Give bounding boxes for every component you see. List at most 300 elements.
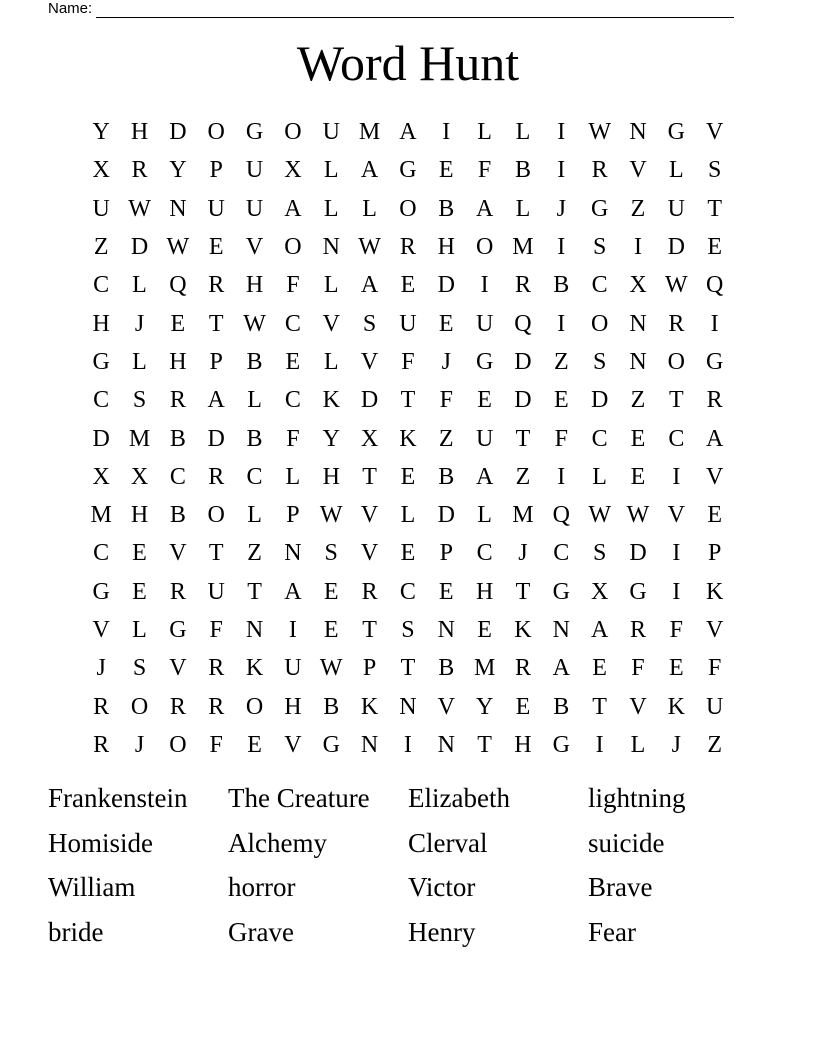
grid-letter: P bbox=[209, 157, 223, 184]
grid-letter: L bbox=[132, 272, 147, 299]
grid-letter: X bbox=[92, 463, 110, 490]
grid-letter: O bbox=[245, 693, 264, 720]
grid-letter: I bbox=[557, 119, 566, 146]
grid-letter: R bbox=[169, 578, 186, 605]
page-title: Word Hunt bbox=[296, 35, 520, 91]
grid-letter: V bbox=[629, 157, 647, 184]
grid-letter: C bbox=[93, 272, 110, 299]
grid-row bbox=[82, 649, 734, 687]
grid-letter: J bbox=[134, 310, 145, 337]
grid-letter: R bbox=[208, 463, 225, 490]
grid-letter: H bbox=[514, 731, 532, 758]
grid-letter: J bbox=[441, 348, 451, 375]
grid-letter: Y bbox=[322, 425, 340, 452]
grid-letter: C bbox=[553, 540, 570, 567]
grid-letter: E bbox=[400, 540, 416, 567]
grid-letter: S bbox=[324, 540, 338, 567]
grid-letter: U bbox=[322, 119, 340, 146]
grid-letter: G bbox=[667, 119, 685, 146]
grid-letter: O bbox=[667, 348, 685, 375]
grid-letter: F bbox=[477, 157, 492, 184]
grid-letter: O bbox=[207, 502, 225, 529]
grid-letter: G bbox=[552, 578, 570, 605]
grid-letter: N bbox=[322, 234, 340, 261]
grid-letter: S bbox=[362, 310, 377, 337]
grid-letter: V bbox=[322, 310, 340, 337]
grid-letter: K bbox=[399, 425, 417, 452]
grid-letter: U bbox=[284, 655, 302, 682]
grid-letter: U bbox=[706, 693, 724, 720]
grid-letter: H bbox=[130, 502, 149, 529]
grid-letter: L bbox=[247, 387, 262, 414]
grid-letter: G bbox=[399, 157, 417, 184]
grid-letter: D bbox=[514, 387, 532, 414]
grid-letter: U bbox=[475, 310, 494, 337]
grid-row bbox=[82, 151, 734, 189]
grid-letter: W bbox=[319, 655, 343, 682]
grid-letter: R bbox=[629, 617, 646, 643]
grid-letter: K bbox=[706, 578, 724, 605]
grid-letter: W bbox=[166, 234, 190, 261]
grid-letter: Z bbox=[630, 195, 646, 222]
grid-letter: Z bbox=[93, 234, 109, 261]
grid-letter: J bbox=[518, 540, 528, 567]
grid-letter: Z bbox=[630, 387, 646, 414]
grid-letter: B bbox=[438, 195, 455, 222]
grid-letter: L bbox=[323, 157, 339, 184]
grid-letter: S bbox=[401, 617, 415, 643]
grid-letter: W bbox=[588, 119, 611, 146]
grid-letter: E bbox=[170, 310, 186, 337]
grid-letter: G bbox=[92, 578, 110, 605]
word-list-item: Brave bbox=[588, 872, 653, 902]
grid-letter: S bbox=[592, 234, 607, 261]
grid-letter: O bbox=[130, 693, 149, 720]
grid-letter: J bbox=[134, 731, 145, 758]
grid-letter: C bbox=[93, 540, 110, 567]
grid-letter: C bbox=[399, 578, 416, 605]
grid-letter: T bbox=[208, 540, 224, 567]
grid-letter: L bbox=[285, 463, 301, 490]
grid-letter: H bbox=[92, 310, 110, 337]
grid-letter: T bbox=[362, 617, 377, 643]
grid-letter: W bbox=[665, 272, 688, 299]
grid-letter: G bbox=[322, 731, 340, 758]
grid-letter: R bbox=[169, 693, 186, 720]
grid-letter: H bbox=[475, 578, 494, 605]
grid-letter: E bbox=[477, 387, 492, 414]
grid-letter: L bbox=[477, 119, 492, 146]
grid-letter: S bbox=[707, 157, 722, 184]
grid-letter: L bbox=[362, 195, 377, 222]
grid-letter: L bbox=[400, 502, 416, 529]
grid-letter: L bbox=[132, 348, 147, 375]
grid-letter: A bbox=[475, 195, 494, 222]
grid-letter: A bbox=[207, 387, 225, 414]
grid-letter: B bbox=[169, 425, 186, 452]
grid-letter: R bbox=[208, 655, 225, 682]
grid-letter: E bbox=[592, 655, 607, 682]
grid-row bbox=[82, 266, 734, 304]
grid-letter: D bbox=[360, 387, 379, 414]
grid-letter: C bbox=[591, 425, 608, 452]
grid-letter: G bbox=[475, 348, 494, 375]
grid-letter: X bbox=[284, 157, 302, 184]
grid-letter: R bbox=[361, 578, 378, 605]
grid-row bbox=[82, 343, 734, 381]
grid-letter: J bbox=[556, 195, 566, 222]
grid-letter: C bbox=[476, 540, 493, 567]
grid-letter: E bbox=[630, 463, 646, 490]
grid-letter: I bbox=[557, 463, 566, 490]
grid-letter: U bbox=[667, 195, 685, 222]
grid-letter: B bbox=[553, 693, 570, 720]
grid-letter: N bbox=[629, 119, 647, 146]
grid-letter: N bbox=[284, 540, 302, 567]
grid-letter: A bbox=[284, 195, 302, 222]
grid-letter: A bbox=[475, 463, 494, 490]
grid-letter: V bbox=[284, 731, 302, 758]
grid-letter: N bbox=[629, 348, 647, 375]
grid-letter: A bbox=[360, 272, 379, 299]
grid-letter: R bbox=[668, 310, 685, 337]
grid-letter: C bbox=[284, 387, 301, 414]
grid-letter: A bbox=[552, 655, 570, 682]
grid-letter: B bbox=[514, 157, 531, 184]
grid-letter: U bbox=[245, 157, 264, 184]
grid-letter: G bbox=[552, 731, 570, 758]
grid-letter: R bbox=[93, 693, 110, 720]
grid-letter: E bbox=[247, 731, 262, 758]
grid-letter: X bbox=[360, 425, 379, 452]
grid-letter: I bbox=[633, 234, 642, 261]
grid-letter: Z bbox=[438, 425, 454, 452]
grid-letter: O bbox=[284, 119, 302, 146]
grid-letter: A bbox=[590, 617, 609, 643]
grid-letter: E bbox=[438, 310, 454, 337]
grid-letter: E bbox=[323, 578, 339, 605]
grid-letter: G bbox=[629, 578, 647, 605]
grid-letter: D bbox=[437, 502, 455, 529]
grid-letter: W bbox=[588, 502, 611, 529]
grid-letter: V bbox=[245, 234, 264, 261]
grid-letter: L bbox=[515, 119, 531, 146]
grid-letter: U bbox=[92, 195, 110, 222]
grid-letter: T bbox=[362, 463, 377, 490]
grid-letter: Z bbox=[553, 348, 569, 375]
grid-letter: E bbox=[668, 655, 684, 682]
grid-letter: O bbox=[590, 310, 609, 337]
grid-letter: K bbox=[322, 387, 340, 414]
grid-letter: Z bbox=[707, 731, 722, 758]
grid-letter: T bbox=[400, 387, 416, 414]
grid-letter: X bbox=[629, 272, 647, 299]
word-list-item: Frankenstein bbox=[48, 783, 188, 813]
grid-letter: N bbox=[629, 310, 647, 337]
grid-letter: E bbox=[477, 617, 492, 643]
grid-letter: E bbox=[132, 540, 147, 567]
name-label: Name: bbox=[48, 0, 93, 17]
grid-letter: D bbox=[130, 234, 149, 261]
grid-letter: K bbox=[360, 693, 379, 720]
grid-letter: L bbox=[477, 502, 492, 529]
grid-letter: I bbox=[403, 731, 412, 758]
grid-letter: P bbox=[209, 348, 223, 375]
grid-letter: I bbox=[672, 578, 681, 605]
letter-grid bbox=[82, 113, 734, 764]
grid-letter: T bbox=[515, 425, 531, 452]
grid-letter: B bbox=[323, 693, 340, 720]
name-field bbox=[48, 0, 734, 18]
word-list-item: Victor bbox=[408, 872, 476, 902]
grid-letter: A bbox=[399, 119, 417, 146]
grid-letter: I bbox=[672, 463, 681, 490]
grid-letter: I bbox=[710, 310, 719, 337]
grid-letter: L bbox=[247, 502, 262, 529]
grid-letter: L bbox=[323, 195, 339, 222]
grid-letter: S bbox=[132, 655, 147, 682]
grid-letter: V bbox=[169, 655, 187, 682]
word-list-item: horror bbox=[228, 872, 296, 902]
grid-row bbox=[82, 113, 734, 151]
grid-letter: B bbox=[553, 272, 570, 299]
grid-letter: N bbox=[437, 731, 455, 758]
grid-letter: T bbox=[247, 578, 262, 605]
grid-letter: K bbox=[245, 655, 264, 682]
grid-letter: I bbox=[557, 234, 566, 261]
grid-letter: Q bbox=[169, 272, 187, 299]
grid-row bbox=[82, 228, 734, 266]
grid-letter: U bbox=[207, 195, 225, 222]
grid-row bbox=[82, 190, 734, 228]
grid-letter: I bbox=[480, 272, 489, 299]
grid-letter: M bbox=[512, 502, 534, 529]
word-list-item: Clerval bbox=[408, 827, 488, 858]
grid-letter: B bbox=[246, 348, 263, 375]
grid-letter: F bbox=[707, 655, 722, 682]
grid-letter: E bbox=[400, 463, 416, 490]
grid-letter: M bbox=[473, 655, 496, 682]
grid-letter: D bbox=[207, 425, 225, 452]
grid-letter: V bbox=[437, 693, 455, 720]
grid-letter: F bbox=[401, 348, 415, 375]
grid-letter: G bbox=[92, 348, 110, 375]
grid-letter: E bbox=[630, 425, 646, 452]
grid-letter: V bbox=[667, 502, 685, 529]
grid-letter: E bbox=[323, 617, 339, 643]
grid-letter: Q bbox=[514, 310, 532, 337]
grid-letter: T bbox=[477, 731, 492, 758]
grid-letter: F bbox=[439, 387, 453, 414]
grid-letter: W bbox=[626, 502, 650, 529]
grid-letter: S bbox=[132, 387, 147, 414]
grid-letter: T bbox=[707, 195, 722, 222]
word-list-item: William bbox=[48, 872, 136, 902]
grid-row bbox=[82, 611, 734, 649]
grid-letter: F bbox=[286, 272, 300, 299]
grid-letter: P bbox=[362, 655, 377, 682]
grid-letter: C bbox=[93, 387, 110, 414]
grid-letter: R bbox=[706, 387, 723, 414]
grid-letter: P bbox=[439, 540, 453, 567]
grid-letter: T bbox=[208, 310, 224, 337]
grid-letter: B bbox=[438, 463, 455, 490]
grid-letter: D bbox=[590, 387, 609, 414]
grid-letter: L bbox=[668, 157, 684, 184]
grid-letter: M bbox=[90, 502, 112, 529]
grid-letter: V bbox=[360, 502, 379, 529]
grid-letter: M bbox=[512, 234, 534, 261]
word-list-item: bride bbox=[48, 916, 104, 947]
grid-letter: P bbox=[707, 540, 722, 567]
grid-letter: E bbox=[438, 157, 454, 184]
grid-letter: K bbox=[514, 617, 532, 643]
grid-letter: B bbox=[438, 655, 455, 682]
grid-letter: X bbox=[92, 157, 110, 184]
grid-row bbox=[82, 726, 734, 764]
grid-letter: C bbox=[284, 310, 301, 337]
grid-letter: B bbox=[169, 502, 186, 529]
grid-letter: O bbox=[207, 119, 225, 146]
word-list-item: Henry bbox=[408, 916, 476, 947]
word-list-item: Homiside bbox=[48, 827, 153, 858]
grid-row bbox=[82, 534, 734, 572]
grid-row bbox=[82, 381, 734, 419]
grid-letter: M bbox=[358, 119, 381, 146]
word-list-item: The Creature bbox=[228, 783, 370, 813]
grid-letter: C bbox=[169, 463, 186, 490]
grid-letter: G bbox=[706, 348, 724, 375]
grid-letter: N bbox=[245, 617, 264, 643]
grid-letter: Y bbox=[169, 157, 187, 184]
word-list-item: Elizabeth bbox=[408, 783, 510, 813]
grid-letter: D bbox=[667, 234, 685, 261]
grid-letter: A bbox=[284, 578, 302, 605]
grid-letter: X bbox=[130, 463, 149, 490]
grid-letter: C bbox=[591, 272, 608, 299]
grid-letter: E bbox=[707, 234, 722, 261]
grid-letter: N bbox=[399, 693, 417, 720]
grid-letter: A bbox=[360, 157, 379, 184]
word-list-item: Grave bbox=[228, 916, 294, 947]
grid-letter: N bbox=[437, 617, 455, 643]
grid-letter: I bbox=[672, 540, 681, 567]
grid-letter: L bbox=[323, 348, 339, 375]
grid-letter: O bbox=[475, 234, 494, 261]
grid-letter: V bbox=[629, 693, 647, 720]
grid-row bbox=[82, 419, 734, 457]
grid-letter: E bbox=[285, 348, 301, 375]
grid-letter: E bbox=[515, 693, 531, 720]
grid-letter: H bbox=[130, 119, 149, 146]
grid-letter: R bbox=[169, 387, 186, 414]
grid-letter: I bbox=[557, 310, 566, 337]
grid-letter: L bbox=[132, 617, 147, 643]
grid-letter: Q bbox=[706, 272, 724, 299]
grid-letter: Z bbox=[515, 463, 531, 490]
grid-letter: I bbox=[557, 157, 566, 184]
grid-letter: V bbox=[706, 463, 724, 490]
grid-letter: R bbox=[514, 272, 531, 299]
grid-letter: F bbox=[669, 617, 683, 643]
grid-letter: H bbox=[284, 693, 302, 720]
grid-letter: N bbox=[360, 731, 379, 758]
grid-letter: R bbox=[208, 693, 225, 720]
word-list-item: Alchemy bbox=[228, 827, 327, 858]
grid-letter: D bbox=[92, 425, 110, 452]
grid-letter: F bbox=[631, 655, 645, 682]
grid-letter: E bbox=[208, 234, 224, 261]
grid-letter: L bbox=[630, 731, 646, 758]
grid-letter: W bbox=[358, 234, 381, 261]
grid-row bbox=[82, 573, 734, 611]
grid-letter: V bbox=[706, 119, 724, 146]
grid-letter: V bbox=[360, 540, 379, 567]
grid-row bbox=[82, 304, 734, 342]
word-list-item: suicide bbox=[588, 827, 665, 858]
grid-letter: W bbox=[243, 310, 266, 337]
grid-letter: Q bbox=[552, 502, 570, 529]
grid-letter: E bbox=[707, 502, 722, 529]
grid-letter: H bbox=[169, 348, 187, 375]
grid-letter: E bbox=[553, 387, 569, 414]
grid-letter: C bbox=[246, 463, 263, 490]
grid-letter: F bbox=[209, 617, 223, 643]
grid-letter: Y bbox=[475, 693, 494, 720]
grid-letter: E bbox=[132, 578, 147, 605]
word-list-item: lightning bbox=[588, 783, 686, 813]
grid-letter: H bbox=[245, 272, 264, 299]
grid-letter: I bbox=[288, 617, 297, 643]
grid-letter: T bbox=[592, 693, 607, 720]
grid-letter: I bbox=[442, 119, 451, 146]
grid-letter: G bbox=[245, 119, 264, 146]
grid-letter: H bbox=[322, 463, 340, 490]
grid-letter: I bbox=[595, 731, 604, 758]
grid-letter: R bbox=[131, 157, 148, 184]
grid-letter: L bbox=[592, 463, 607, 490]
grid-letter: W bbox=[128, 195, 151, 222]
grid-letter: G bbox=[590, 195, 609, 222]
grid-letter: U bbox=[399, 310, 417, 337]
grid-letter: R bbox=[399, 234, 416, 261]
grid-letter: L bbox=[515, 195, 531, 222]
grid-letter: E bbox=[438, 578, 454, 605]
name-underline bbox=[96, 2, 734, 18]
grid-letter: N bbox=[169, 195, 187, 222]
grid-letter: S bbox=[592, 540, 607, 567]
word-list bbox=[48, 778, 768, 956]
grid-letter: J bbox=[96, 655, 106, 682]
grid-letter: E bbox=[400, 272, 416, 299]
grid-letter: V bbox=[92, 617, 110, 643]
grid-letter: T bbox=[668, 387, 684, 414]
grid-letter: X bbox=[590, 578, 609, 605]
grid-letter: N bbox=[552, 617, 570, 643]
grid-letter: M bbox=[128, 425, 151, 452]
grid-letter: D bbox=[169, 119, 187, 146]
grid-letter: V bbox=[706, 617, 724, 643]
grid-letter: V bbox=[169, 540, 187, 567]
grid-row bbox=[82, 458, 734, 496]
grid-letter: T bbox=[515, 578, 531, 605]
grid-letter: R bbox=[208, 272, 225, 299]
grid-letter: O bbox=[284, 234, 302, 261]
grid-letter: S bbox=[592, 348, 607, 375]
grid-letter: Z bbox=[247, 540, 262, 567]
grid-letter: R bbox=[591, 157, 608, 184]
grid-letter: J bbox=[671, 731, 681, 758]
